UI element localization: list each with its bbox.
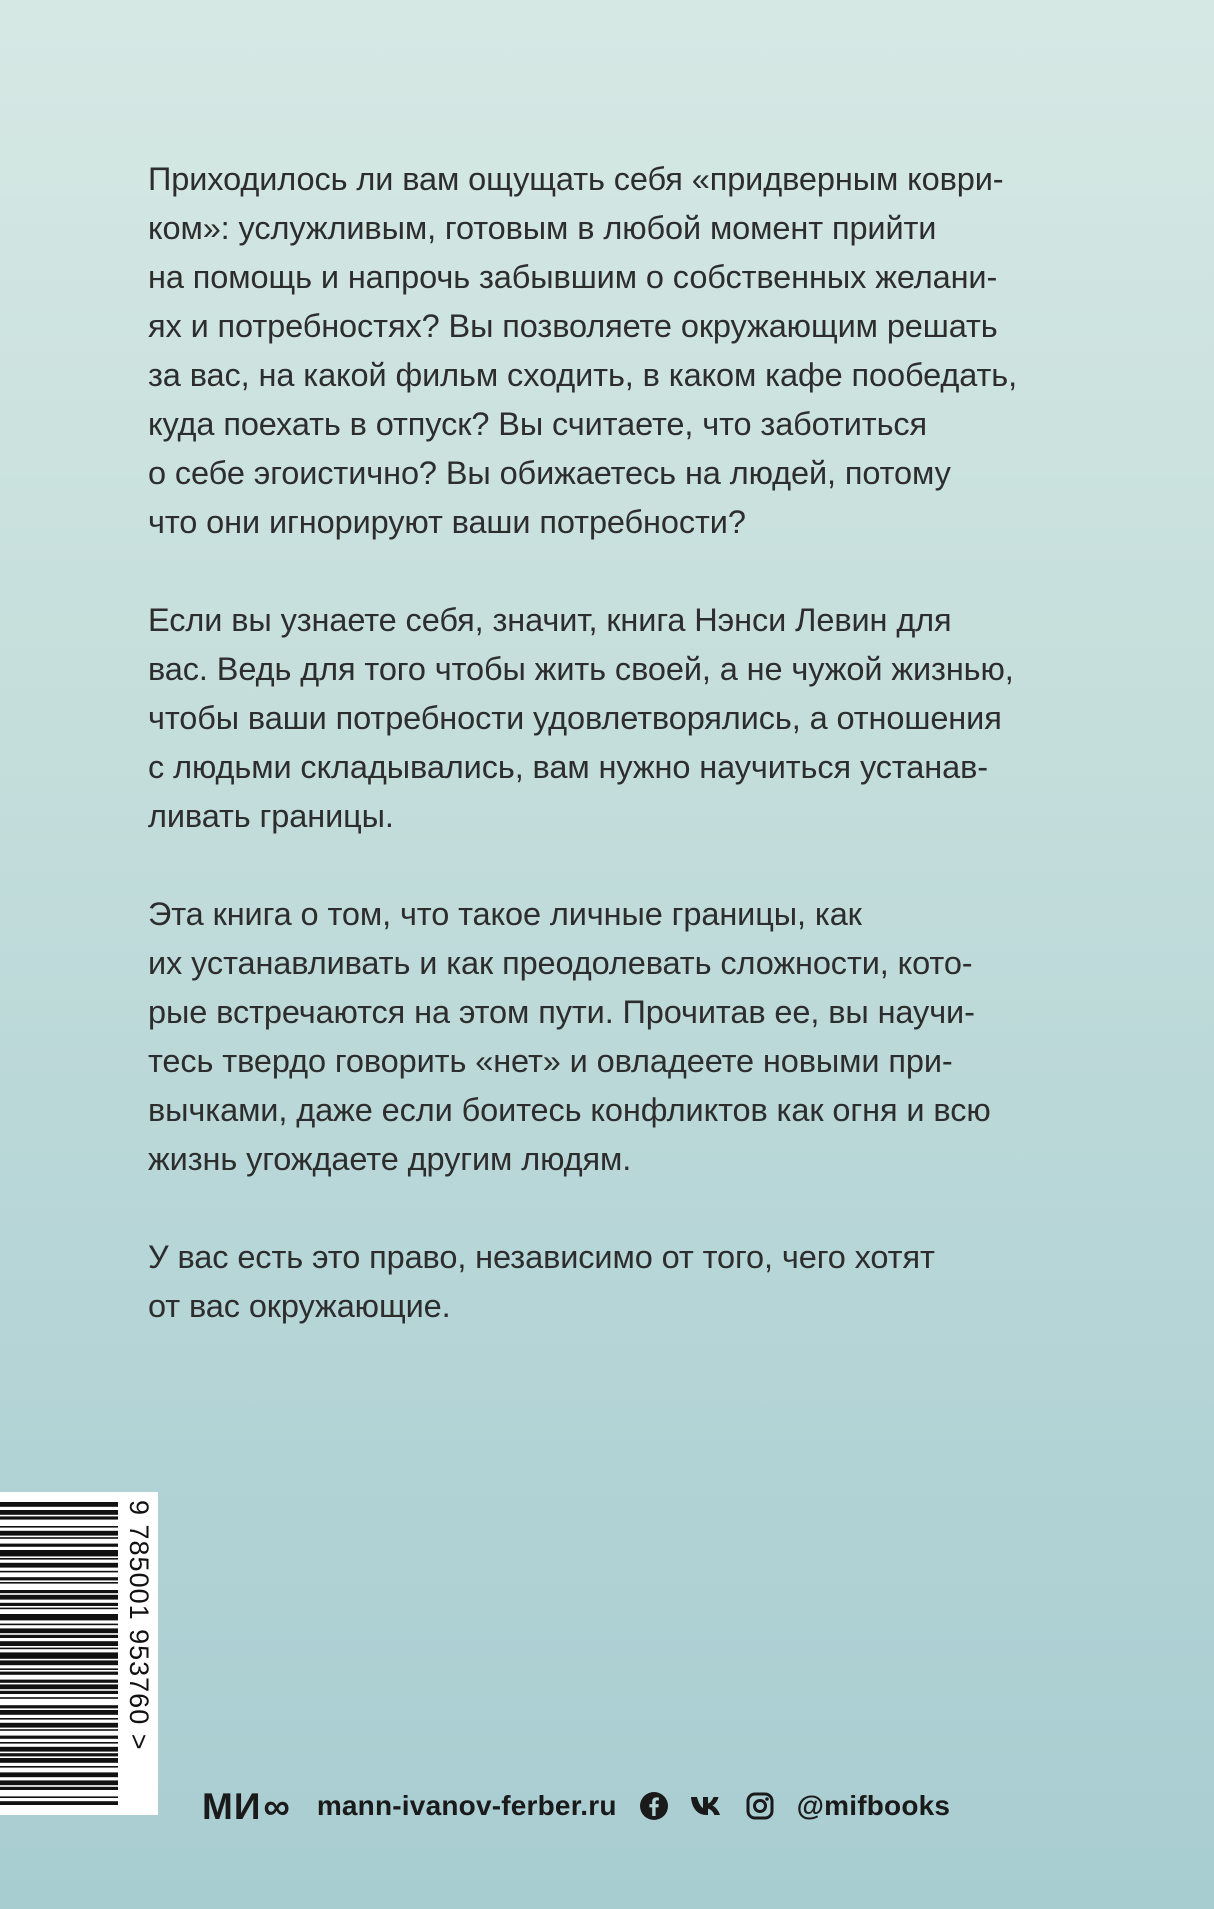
text-line: за вас, на какой фильм сходить, в каком кафе пообедать, — [148, 357, 1018, 393]
barcode-bar — [0, 1628, 118, 1633]
barcode-bar — [0, 1516, 118, 1519]
barcode-bar — [0, 1603, 118, 1606]
text-line: тесь твердо говорить «нет» и овладеете новыми при- — [148, 1043, 953, 1079]
text-line: рые встречаются на этом пути. Прочитав ее, вы научи- — [148, 994, 975, 1030]
barcode-bar — [0, 1787, 118, 1790]
barcode-bar — [0, 1780, 118, 1785]
publisher-logo — [202, 1785, 291, 1827]
text-line: ливать границы. — [148, 798, 394, 834]
text-line: вычками, даже если боитесь конфликтов как огня и всю — [148, 1092, 991, 1128]
barcode-bar — [0, 1660, 118, 1665]
text-line: ком»: услужливым, готовым в любой момент прийти — [148, 210, 937, 246]
text-line: с людьми складывались, вам нужно научиться устанав- — [148, 749, 988, 785]
paragraph-1 — [148, 155, 1048, 547]
barcode-bar — [0, 1747, 118, 1752]
barcode-bar — [0, 1684, 118, 1689]
barcode-bar — [0, 1772, 118, 1777]
barcode-bar — [0, 1652, 118, 1658]
barcode-bar — [0, 1550, 118, 1556]
barcode-bar — [0, 1680, 118, 1683]
publisher-footer — [202, 1778, 950, 1834]
barcode-bar — [0, 1801, 118, 1805]
barcode-bar — [0, 1582, 118, 1584]
text-line: их устанавливать и как преодолевать сложности, кото- — [148, 945, 973, 981]
barcode-bar — [0, 1736, 118, 1739]
barcode-bar — [0, 1668, 118, 1670]
social-handle[interactable]: @mifbooks — [796, 1790, 951, 1821]
paragraph-2 — [148, 596, 1048, 841]
paragraph-4 — [148, 1233, 1048, 1331]
text-line: о себе эгоистично? Вы обижаетесь на людей, потому — [148, 455, 951, 491]
text-line: жизнь угождаете другим людям. — [148, 1141, 632, 1177]
barcode-bar — [0, 1526, 118, 1528]
barcode-bar — [0, 1590, 118, 1593]
barcode-bar — [0, 1635, 118, 1638]
barcode-bar — [0, 1571, 118, 1573]
barcode-bar — [0, 1608, 118, 1610]
text-line: что они игнорируют ваши потребности? — [148, 504, 746, 540]
barcode-bar — [0, 1710, 118, 1715]
text-line: от вас окружающие. — [148, 1288, 451, 1324]
instagram-icon[interactable] — [745, 1791, 775, 1821]
barcode-bar — [0, 1796, 118, 1798]
barcode-bar — [0, 1672, 118, 1675]
barcode-bar — [0, 1718, 118, 1720]
barcode-bar — [0, 1595, 118, 1600]
text-line: куда поехать в отпуск? Вы считаете, что заботиться — [148, 406, 928, 442]
barcode-bar — [0, 1758, 118, 1763]
barcode-bar — [0, 1558, 118, 1560]
facebook-icon[interactable] — [639, 1791, 669, 1821]
barcode-bar — [0, 1624, 118, 1626]
barcode-bar — [0, 1691, 118, 1694]
website-link[interactable]: mann-ivanov-ferber.ru — [316, 1790, 617, 1821]
barcode-bar — [0, 1648, 118, 1650]
paragraph-3 — [148, 890, 1048, 1184]
back-cover-text — [148, 155, 1048, 1380]
barcode-bar — [0, 1502, 118, 1507]
barcode-bar — [0, 1753, 118, 1756]
text-line: чтобы ваши потребности удовлетворялись, а отношения — [148, 700, 1002, 736]
text-line: вас. Ведь для того чтобы жить своей, а не чужой жизнью, — [148, 651, 1014, 687]
logo-infinity: ∞ — [263, 1785, 291, 1827]
barcode-bar — [0, 1614, 118, 1620]
barcode-bar — [0, 1537, 118, 1539]
barcode-digits: 9 785001 953760 > — [124, 1500, 154, 1751]
barcode-bar — [0, 1577, 118, 1580]
barcode-bar — [0, 1531, 118, 1536]
barcode-bar — [0, 1697, 118, 1699]
barcode-bar — [0, 1563, 118, 1568]
vk-icon[interactable] — [689, 1795, 725, 1817]
text-line: ях и потребностях? Вы позволяете окружающим решать — [148, 308, 998, 344]
barcode-bar — [0, 1705, 118, 1708]
barcode-bar — [0, 1729, 118, 1731]
barcode-bars — [0, 1492, 118, 1815]
text-line: Эта книга о том, что такое личные границы, как — [148, 896, 862, 932]
barcode-bar — [0, 1544, 118, 1547]
isbn-barcode — [0, 1492, 158, 1815]
barcode-bar — [0, 1641, 118, 1646]
text-line: Если вы узнаете себя, значит, книга Нэнси Левин для — [148, 602, 952, 638]
barcode-bar — [0, 1766, 118, 1768]
barcode-bar — [0, 1723, 118, 1728]
text-line: на помощь и напрочь забывшим о собственных желани- — [148, 259, 998, 295]
text-line: У вас есть это право, независимо от того, чего хотят — [148, 1239, 935, 1275]
text-line: Приходилось ли вам ощущать себя «придверным коври- — [148, 161, 1004, 197]
logo-letters: МИ — [202, 1785, 262, 1827]
barcode-bar — [0, 1742, 118, 1744]
barcode-bar — [0, 1510, 118, 1515]
